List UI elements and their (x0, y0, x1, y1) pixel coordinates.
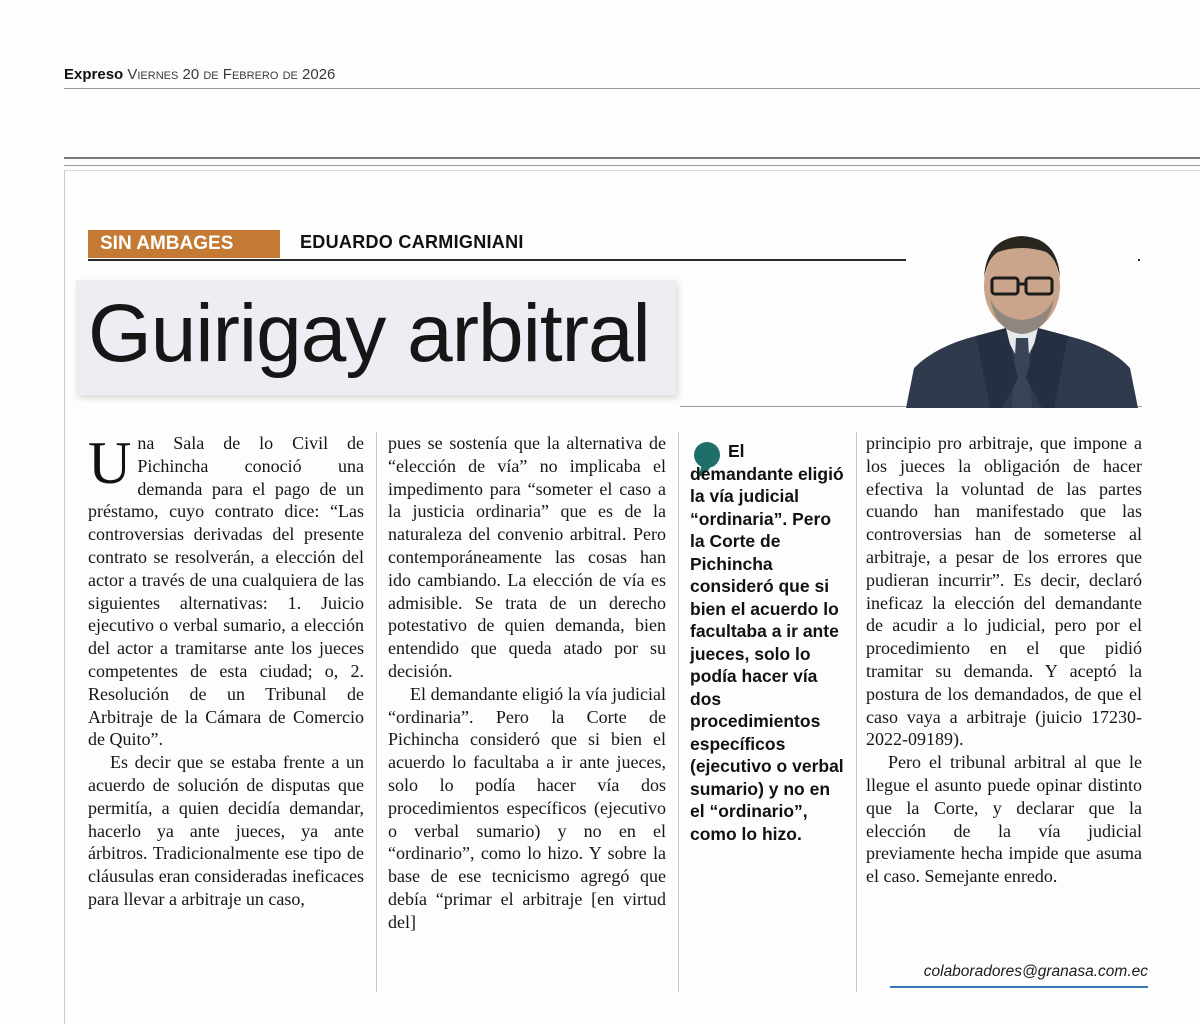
column-divider (376, 432, 377, 992)
page-frame-left (64, 170, 65, 1024)
section-kicker: SIN AMBAGES (88, 230, 280, 258)
page-frame-top (64, 170, 1200, 171)
author-portrait-icon (906, 228, 1138, 408)
column-divider (856, 432, 857, 992)
pull-quote-text: El demandante eligió la vía judicial “ordinaria”. Pero la Corte de Pichincha consideró que si bien el acuerdo lo facultaba a ir ante jueces, solo lo podía hacer vía dos procedimientos específicos (ejecutivo o verbal sumario) y no en el “ordinario”, como lo hizo. (690, 441, 844, 844)
double-rule (64, 157, 1200, 166)
top-rule (64, 88, 1200, 89)
headline: Guirigay arbitral (88, 288, 650, 379)
contact-email[interactable]: colaboradores@granasa.com.ec (890, 960, 1148, 988)
body-paragraph (88, 432, 364, 751)
masthead-date: Viernes 20 de Febrero de 2026 (127, 66, 336, 83)
body-paragraph: principio pro arbitraje, que impone a los jueces la obligación de hacer efectiva la voluntad de las partes cuando han manifestado que las controversias han de someterse al arbitraje, a pesar de los errores que pudieran incurrir”. Es decir, declaró ineficaz la elección del demandante de acudir a lo judicial, pero por el procedimiento en el que pidió tramitar su demanda. Y aceptó la postura de los demandados, de que el caso vaya a arbitraje (juicio 17230-2022-09189). (866, 433, 1142, 750)
pull-quote (690, 440, 846, 845)
body-paragraph: pues se sostenía que la alternativa de “elección de vía” no implicaba el impedimento para “someter el caso a la justicia ordinaria” que es de la naturaleza del convenio arbitral. Pero contemporáneamente las cosas han ido cambiando. La elección de vía es admisible. Se trata de un derecho potestativo de quien demanda, bien entendido que queda atado por su decisión. (388, 433, 666, 681)
column-divider (678, 432, 679, 992)
body-paragraph-text: na Sala de lo Civil de Pichincha conoció una demanda para el pago de un préstamo, cuyo contrato dice: “Las controversias derivadas del presente contrato se resolverán, a elección del actor a través de una cualquiera de las siguientes alternativas: 1. Juicio ejecutivo o verbal sumario, a elección del actor a tramitarse ante los jueces competentes de esta ciudad; o, 2. Resolución de un Tribunal de Arbitraje de la Cámara de Comercio de Quito”. (88, 433, 364, 750)
body-column-4 (866, 432, 1142, 888)
body-column-1 (88, 432, 364, 911)
author-name: EDUARDO CARMIGNIANI (300, 232, 524, 252)
pull-quote-indent (690, 456, 728, 457)
body-paragraph: El demandante eligió la vía judicial “ordinaria”. Pero la Corte de Pichincha consideró que si bien el acuerdo lo facultaba a ir ante jueces, solo lo podía hacer vía dos procedimientos específicos (ejecutivo o verbal sumario) y no en el “ordinario”, como lo hizo. Y sobre la base de ese tecnicismo agregó que debía “primar el arbitraje [en virtud del] (388, 683, 666, 932)
masthead-brand: Expreso (64, 66, 124, 83)
masthead (64, 66, 335, 83)
body-column-2 (388, 432, 666, 934)
body-paragraph: Es decir que se estaba frente a un acuerdo de solución de disputas que permitía, a quien decidía demandar, hacerlo ya ante jueces, ya ante árbitros. Tradicionalmente ese tipo de cláusulas eran consideradas ineficaces para llevar a arbitraje un caso, (88, 752, 364, 909)
body-paragraph: Pero el tribunal arbitral al que le llegue el asunto puede opinar distinto que la Corte, y declarar que la elección de la vía judicial previamente hecha impide que asuma el caso. Semejante enredo. (866, 752, 1142, 887)
drop-cap: U (88, 430, 132, 496)
